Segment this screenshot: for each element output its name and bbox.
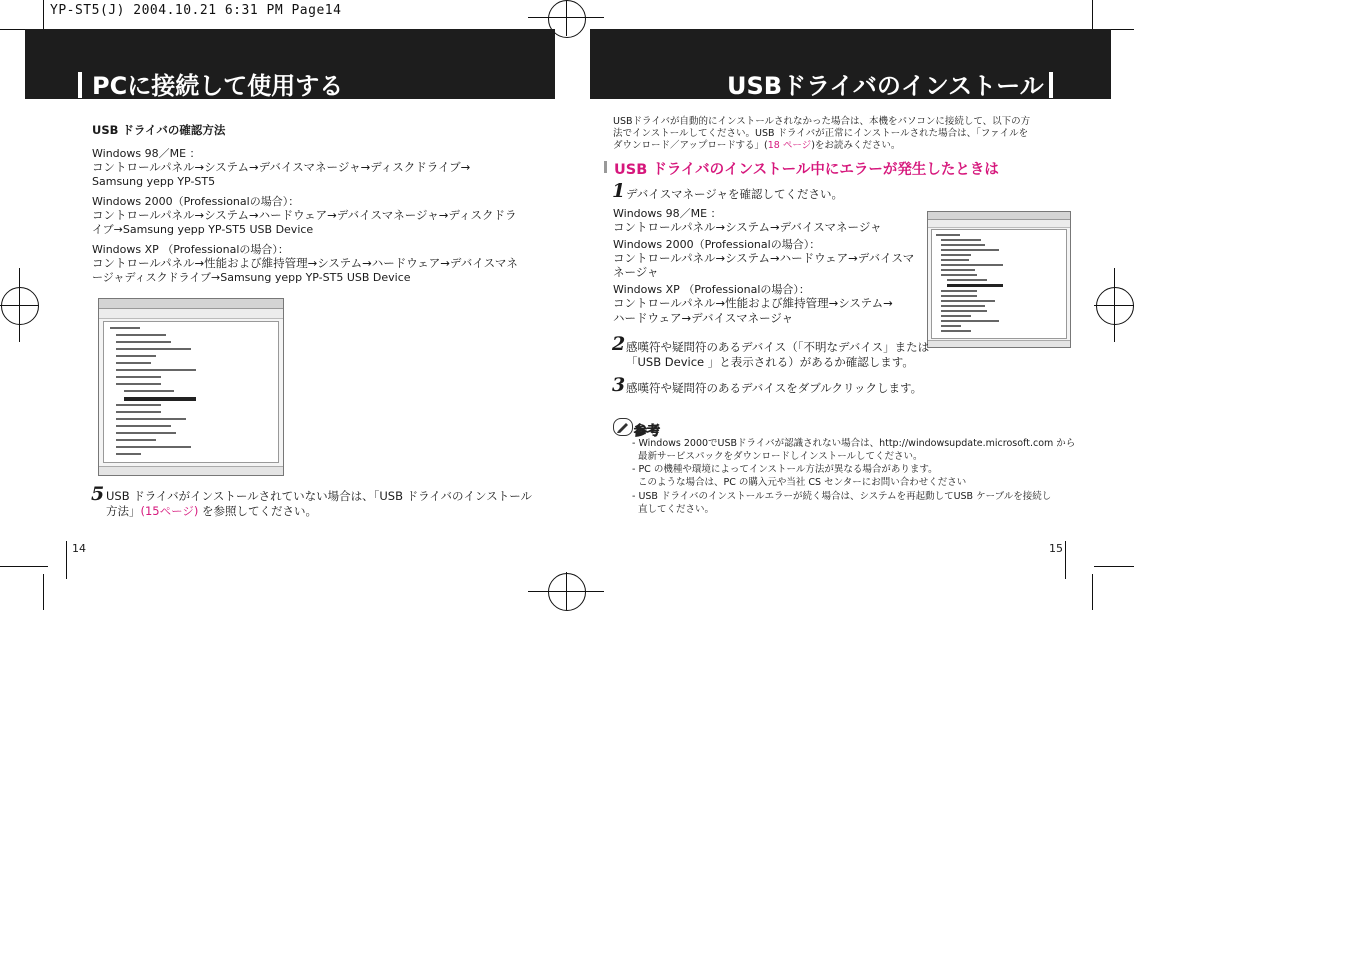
step-number: 3 (612, 374, 626, 396)
crop-mark (1065, 541, 1066, 579)
path-text: コントロールパネル→性能および維持管理→システム→ハードウェア→デバイスマネ (92, 256, 518, 270)
step-text: デバイスマネージャを確認してください。 (626, 187, 844, 201)
crop-mark (1092, 574, 1093, 610)
right-page-title: USBドライバのインストール (727, 72, 1044, 100)
note-item: - PC の機種や環境によってインストール方法が異なる場合があります。 (632, 464, 938, 475)
note-label: 参考 (634, 424, 661, 439)
crop-mark (0, 566, 48, 567)
path-text: コントロールパネル→性能および維持管理→システム→ (613, 296, 893, 310)
page-number: 14 (72, 542, 86, 555)
pencil-note-icon (613, 418, 633, 436)
path-text: ネージャ (613, 265, 659, 279)
path-text: コントロールパネル→システム→デバイスマネージャ→ディスクドライブ→ (92, 160, 471, 174)
step-text: 感嘆符や疑問符のあるデバイス（「不明なデバイス」または (626, 340, 930, 354)
intro-text: USBドライバが自動的にインストールされなかった場合は、本機をパソコンに接続して、以下の方 (613, 116, 1031, 127)
intro-text: 法でインストールしてください。USB ドライバが正常にインストールされた場合は、「ファイルを (613, 128, 1029, 139)
page-number: 15 (1049, 542, 1063, 555)
path-text: Samsung yepp YP-ST5 (92, 175, 216, 188)
os-label: Windows XP （Professionalの場合）： (613, 283, 810, 296)
heading-marker (604, 161, 607, 173)
path-text: コントロールパネル→システム→ハードウェア→デバイスマネージャ→ディスクドラ (92, 208, 517, 222)
note-item: 直してください。 (638, 504, 715, 515)
step-text: 「USB Device 」と表示される）があるか確認します。 (626, 355, 914, 369)
device-manager-window-icon (98, 298, 284, 476)
os-label: Windows 2000（Professionalの場合）： (613, 238, 821, 251)
header-accent-bar (78, 72, 82, 98)
left-page-title: PCに接続して使用する (92, 72, 344, 100)
device-manager-window-icon (927, 211, 1071, 348)
os-label: Windows XP （Professionalの場合）： (92, 243, 289, 256)
path-text: イブ→Samsung yepp YP-ST5 USB Device (92, 223, 314, 236)
intro-text: ダウンロード／アップロードする」(18 ページ)をお読みください。 (613, 140, 901, 151)
os-label: Windows 98／ME ： (92, 147, 201, 160)
step-number: 1 (612, 180, 626, 202)
step-number: 5 (91, 483, 105, 505)
page-link[interactable]: (15ページ) (140, 504, 199, 518)
error-heading: USB ドライバのインストール中にエラーが発生したときは (614, 162, 999, 178)
note-item: - USB ドライバのインストールエラーが続く場合は、システムを再起動してUSB ケーブルを接続し (632, 491, 1052, 502)
step-text: USB ドライバがインストールされていない場合は、「USB ドライバのインストール (106, 489, 532, 503)
step-text: 方法」(15ページ) を参照してください。 (106, 504, 318, 518)
path-text: コントロールパネル→システム→デバイスマネージャ (613, 220, 882, 234)
step-text: 感嘆符や疑問符のあるデバイスをダブルクリックします。 (626, 381, 923, 395)
registration-mark (1096, 287, 1134, 325)
crop-mark (43, 574, 44, 610)
header-accent-bar (1049, 72, 1053, 98)
registration-mark (548, 573, 586, 611)
note-item: 最新サービスパックをダウンロードしインストールしてください。 (638, 451, 923, 462)
path-text: コントロールパネル→システム→ハードウェア→デバイスマ (613, 251, 915, 265)
section-heading: USB ドライバの確認方法 (92, 123, 226, 137)
page-link[interactable]: 18 ページ (767, 140, 812, 151)
step-number: 2 (612, 333, 626, 355)
os-label: Windows 98／ME ： (613, 207, 722, 220)
crop-mark (1094, 566, 1134, 567)
path-text: ージャディスクドライブ→Samsung yepp YP-ST5 USB Device (92, 271, 411, 284)
note-item: このような場合は、PC の購入元や当社 CS センターにお問い合わせください (638, 477, 967, 488)
crop-mark (66, 541, 67, 579)
path-text: ハードウェア→デバイスマネージャ (613, 311, 794, 325)
os-label: Windows 2000（Professionalの場合）： (92, 195, 300, 208)
print-slug: YP-ST5(J) 2004.10.21 6:31 PM Page14 (50, 3, 342, 18)
registration-mark (1, 287, 39, 325)
note-item: - Windows 2000でUSBドライバが認識されない場合は、http://windowsupdate.microsoft.com から (632, 438, 1076, 449)
